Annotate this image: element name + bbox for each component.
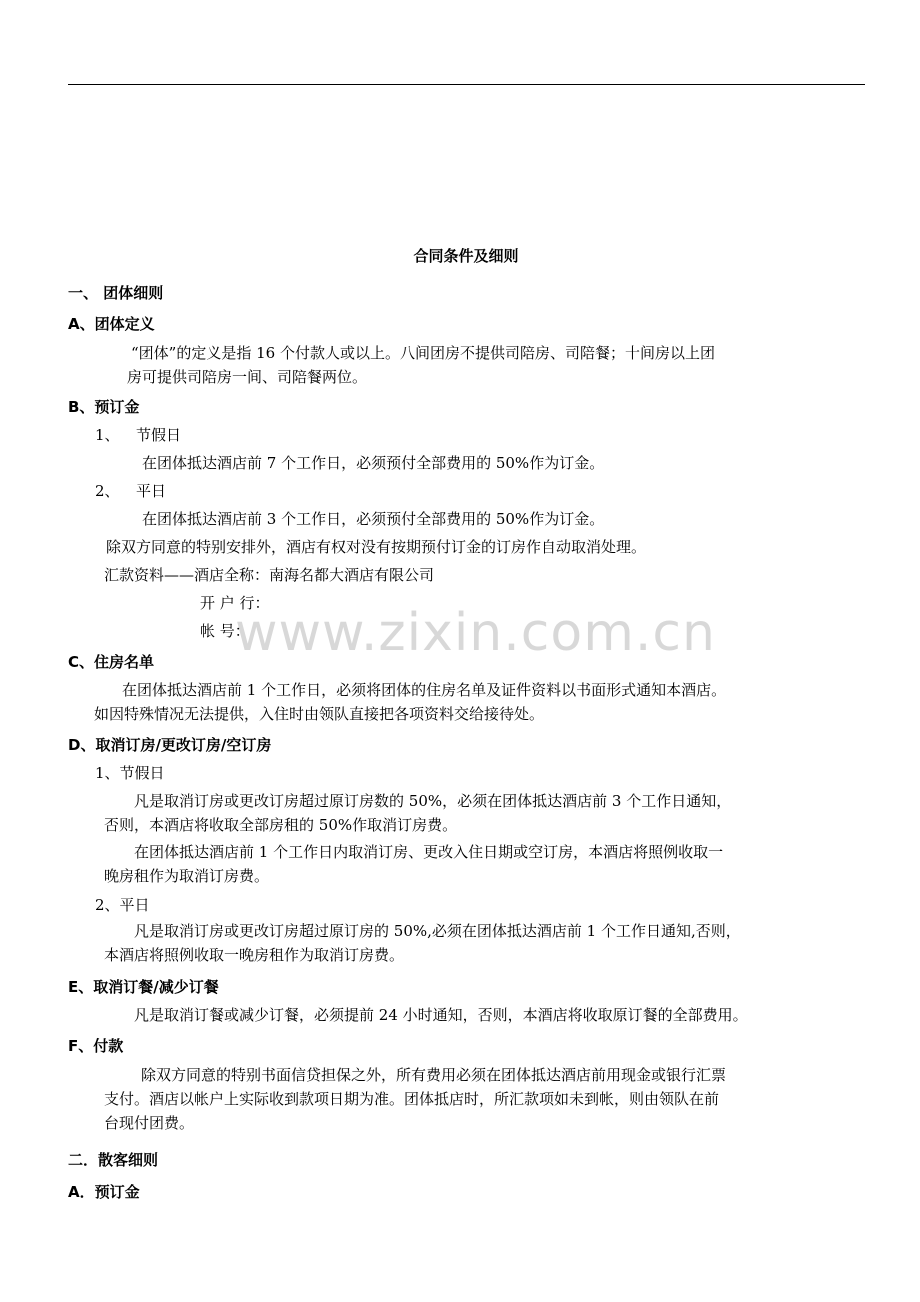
section-1f-paragraph-line-1: 除双方同意的特别书面信贷担保之外，所有费用必须在团体抵达酒店前用现金或银行汇票 [141, 1066, 727, 1084]
section-2-heading: 二．散客细则 [68, 1151, 159, 1169]
section-1a-heading: A、团体定义 [68, 315, 155, 333]
section-1d-item-2-line-2: 本酒店将照例收取一晚房租作为取消订房费。 [104, 946, 405, 964]
section-1d-item-2-line-1: 凡是取消订房或更改订房超过原订房的 50%,必须在团体抵达酒店前 1 个工作日通知,否则， [134, 922, 741, 940]
section-2a-heading: A．预订金 [68, 1183, 140, 1201]
section-1d-item-1-label: 1、节假日 [95, 764, 165, 782]
section-1f-paragraph-line-2: 支付。酒店以帐户上实际收到款项日期为准。团体抵店时，所汇款项如未到帐，则由领队在前 [104, 1090, 720, 1108]
section-1e-paragraph: 凡是取消订餐或减少订餐，必须提前 24 小时通知，否则，本酒店将收取原订餐的全部费用。 [134, 1006, 748, 1024]
section-1d-item-1-line-4: 晚房租作为取消订房费。 [104, 867, 270, 885]
header-rule [68, 84, 865, 85]
section-1-heading: 一、 团体细则 [68, 284, 164, 302]
section-1b-item-1-label: 节假日 [136, 426, 182, 444]
section-1b-note: 除双方同意的特别安排外，酒店有权对没有按期预付订金的订房作自动取消处理。 [106, 538, 647, 556]
section-1f-heading: F、付款 [68, 1037, 124, 1055]
section-1b-item-2-label: 平日 [136, 482, 167, 500]
remittance-info: 汇款资料——酒店全称：南海名都大酒店有限公司 [104, 566, 435, 584]
section-1a-paragraph-line-1: “团体”的定义是指 16 个付款人或以上。八间团房不提供司陪房、司陪餐；十间房以上团 [131, 344, 715, 362]
section-1b-heading: B、预订金 [68, 398, 140, 416]
section-1b-item-2-number: 2、 [95, 482, 120, 500]
watermark: www.zixin.com.cn [235, 603, 716, 663]
account-field: 帐 号： [200, 622, 250, 640]
section-1a-paragraph-line-2: 房可提供司陪房一间、司陪餐两位。 [127, 368, 368, 386]
section-1d-item-1-line-1: 凡是取消订房或更改订房超过原订房数的 50%，必须在团体抵达酒店前 3 个工作日通知， [134, 792, 732, 810]
bank-field: 开 户 行： [200, 594, 270, 612]
section-1b-item-2-text: 在团体抵达酒店前 3 个工作日，必须预付全部费用的 50%作为订金。 [142, 510, 605, 528]
section-1d-item-1-line-2: 否则，本酒店将收取全部房租的 50%作取消订房费。 [104, 816, 458, 834]
document-title: 合同条件及细则 [413, 247, 519, 265]
section-1d-item-2-label: 2、平日 [95, 896, 150, 914]
section-1d-heading: D、取消订房/更改订房/空订房 [68, 736, 272, 754]
section-1f-paragraph-line-3: 台现付团费。 [104, 1114, 195, 1132]
section-1d-item-1-line-3: 在团体抵达酒店前 1 个工作日内取消订房、更改入住日期或空订房，本酒店将照例收取一 [134, 843, 724, 861]
section-1b-item-1-text: 在团体抵达酒店前 7 个工作日，必须预付全部费用的 50%作为订金。 [142, 454, 605, 472]
section-1c-heading: C、住房名单 [68, 653, 155, 671]
section-1b-item-1-number: 1、 [95, 426, 120, 444]
section-1e-heading: E、取消订餐/减少订餐 [68, 978, 219, 996]
section-1c-paragraph-line-1: 在团体抵达酒店前 1 个工作日，必须将团体的住房名单及证件资料以书面形式通知本酒店。 [122, 681, 727, 699]
section-1c-paragraph-line-2: 如因特殊情况无法提供，入住时由领队直接把各项资料交给接待处。 [94, 705, 545, 723]
